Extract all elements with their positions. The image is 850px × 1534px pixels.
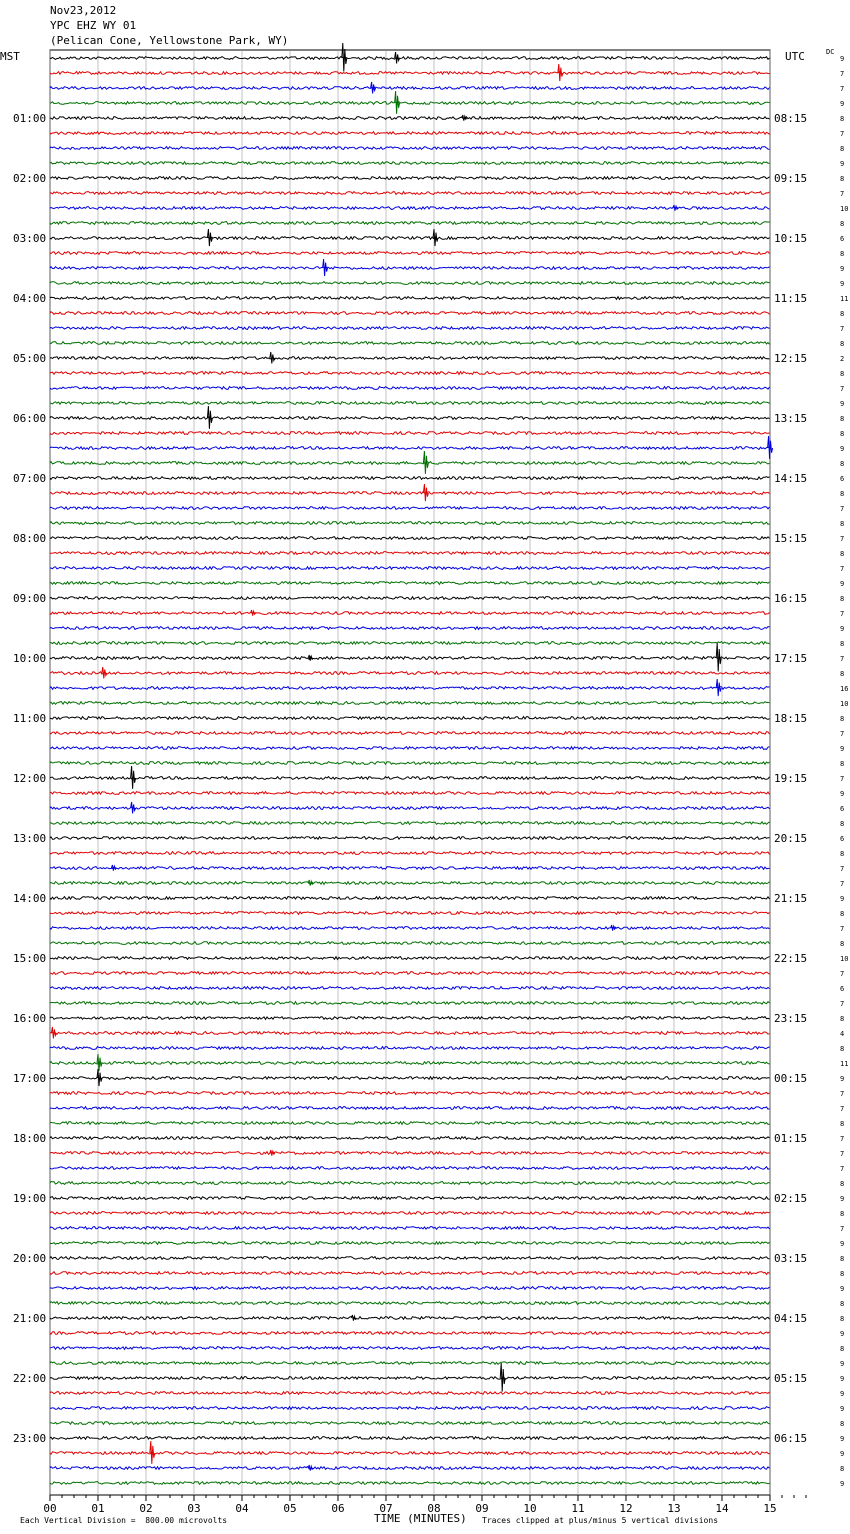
mst-hour-label: 18:00 [13, 1132, 47, 1145]
dc-offset-label: 9 [840, 100, 845, 108]
utc-hour-label: 13:15 [774, 412, 808, 425]
mst-hour-label: 15:00 [13, 952, 47, 965]
seismic-trace [50, 462, 770, 465]
seismic-trace [50, 162, 770, 165]
seismic-trace [50, 252, 770, 255]
seismic-trace [50, 852, 770, 855]
location-label: (Pelican Cone, Yellowstone Park, WY) [50, 34, 289, 47]
seismic-trace [50, 942, 770, 945]
seismic-trace [50, 1002, 770, 1005]
dc-offset-label: 8 [840, 340, 845, 348]
seismic-trace [50, 687, 770, 690]
seismic-trace [50, 267, 770, 270]
seismic-trace [50, 957, 770, 960]
dc-offset-label: 7 [840, 70, 845, 78]
seismic-trace [50, 102, 770, 105]
seismic-trace [50, 192, 770, 195]
x-axis-title: TIME (MINUTES) [374, 1512, 467, 1525]
seismic-trace [50, 1302, 770, 1305]
mst-hour-label: 05:00 [13, 352, 47, 365]
dc-offset-label: 7 [840, 610, 845, 618]
dc-offset-label: 8 [840, 850, 845, 858]
mst-hour-label: 09:00 [13, 592, 47, 605]
seismic-trace [50, 1092, 770, 1095]
x-tick-label: 13 [667, 1502, 681, 1515]
dc-offset-label: 8 [840, 595, 845, 603]
utc-hour-label: 12:15 [774, 352, 808, 365]
seismic-trace [50, 1332, 770, 1335]
seismic-trace [50, 567, 770, 570]
seismic-trace [50, 1317, 770, 1320]
dc-offset-label: 9 [840, 625, 845, 633]
dc-offset-label: 8 [840, 1270, 845, 1278]
seismic-trace [50, 1047, 770, 1050]
utc-hour-label: 18:15 [774, 712, 808, 725]
dc-offset-label: 8 [840, 145, 845, 153]
mst-label: MST [0, 50, 20, 63]
mst-hour-label: 19:00 [13, 1192, 47, 1205]
dc-offset-label: 7 [840, 505, 845, 513]
dc-offset-label: 7 [840, 1105, 845, 1113]
dc-offset-label: 8 [840, 175, 845, 183]
dc-offset-label: 2 [840, 355, 845, 363]
seismic-trace [50, 1197, 770, 1200]
utc-label: UTC [785, 50, 805, 63]
mst-hour-label: 04:00 [13, 292, 47, 305]
dc-offset-label: 9 [840, 1240, 845, 1248]
seismic-trace [50, 717, 770, 720]
seismic-trace [50, 357, 770, 360]
seismic-trace [50, 672, 770, 675]
dc-offset-label: 9 [840, 400, 845, 408]
seismic-trace [50, 657, 770, 660]
dc-offset-label: 9 [840, 1390, 845, 1398]
utc-hour-label: 02:15 [774, 1192, 808, 1205]
dc-offset-label: 8 [840, 1345, 845, 1353]
x-tick-label: 09 [475, 1502, 489, 1515]
mst-hour-label: 08:00 [13, 532, 47, 545]
dc-offset-label: 8 [840, 1180, 845, 1188]
seismic-trace [50, 342, 770, 345]
dc-offset-label: 7 [840, 1090, 845, 1098]
dc-offset-label: 8 [840, 1210, 845, 1218]
seismic-trace [50, 1182, 770, 1185]
dc-offset-label: 9 [840, 1375, 845, 1383]
mst-hour-label: 23:00 [13, 1432, 47, 1445]
seismic-trace [50, 432, 770, 435]
dc-offset-label: 6 [840, 835, 845, 843]
dc-offset-label: 8 [840, 430, 845, 438]
dc-offset-label: 8 [840, 1465, 845, 1473]
utc-hour-label: 11:15 [774, 292, 808, 305]
utc-hour-label: 08:15 [774, 112, 808, 125]
dc-offset-label: 8 [840, 760, 845, 768]
seismic-trace [50, 522, 770, 525]
seismic-trace [50, 882, 770, 885]
dc-offset-label: 9 [840, 895, 845, 903]
utc-hour-label: 01:15 [774, 1132, 808, 1145]
seismic-trace [50, 1017, 770, 1020]
dc-offset-label: 8 [840, 250, 845, 258]
dc-offset-label: 7 [840, 1135, 845, 1143]
seismic-trace [50, 507, 770, 510]
x-tick-label: 14 [715, 1502, 729, 1515]
dc-offset-label: 9 [840, 1360, 845, 1368]
mst-hour-label: 07:00 [13, 472, 47, 485]
dc-offset-label: 9 [840, 280, 845, 288]
dc-offset-label: 8 [840, 640, 845, 648]
x-tick-label: 06 [331, 1502, 345, 1515]
mst-hour-label: 13:00 [13, 832, 47, 845]
dc-offset-label: 8 [840, 1420, 845, 1428]
dc-offset-label: 8 [840, 1045, 845, 1053]
dc-offset-label: 10 [840, 205, 849, 213]
seismic-trace [50, 1032, 770, 1035]
utc-hour-label: 15:15 [774, 532, 808, 545]
date-label: Nov23,2012 [50, 4, 117, 17]
dc-offset-label: 7 [840, 1165, 845, 1173]
dc-offset-label: 6 [840, 805, 845, 813]
dc-offset-label: 7 [840, 1225, 845, 1233]
seismic-event [308, 655, 313, 661]
x-tick-label: 10 [523, 1502, 537, 1515]
dc-offset-label: 9 [840, 1330, 845, 1338]
mst-hour-label: 22:00 [13, 1372, 47, 1385]
dc-offset-label: 8 [840, 460, 845, 468]
seismic-trace [50, 87, 770, 90]
dc-offset-label: 9 [840, 160, 845, 168]
dc-offset-label: 8 [840, 490, 845, 498]
dc-offset-label: 7 [840, 325, 845, 333]
dc-offset-label: 9 [840, 265, 845, 273]
seismic-trace [50, 1392, 770, 1395]
seismic-trace [50, 792, 770, 795]
seismic-trace [50, 597, 770, 600]
mst-hour-label: 20:00 [13, 1252, 47, 1265]
dc-offset-label: 9 [840, 1480, 845, 1488]
dc-offset-label: 8 [840, 520, 845, 528]
dc-offset-label: 8 [840, 940, 845, 948]
seismic-trace [50, 1362, 770, 1365]
utc-hour-label: 16:15 [774, 592, 808, 605]
dc-offset-label: 8 [840, 1315, 845, 1323]
utc-hour-label: 21:15 [774, 892, 808, 905]
x-tick-label: 07 [379, 1502, 393, 1515]
dc-offset-label: 10 [840, 700, 849, 708]
seismic-trace [50, 1377, 770, 1380]
dc-offset-label: 7 [840, 655, 845, 663]
dc-offset-label: 8 [840, 370, 845, 378]
dc-offset-label: 11 [840, 1060, 849, 1068]
seismic-trace [50, 132, 770, 135]
seismic-trace [50, 702, 770, 705]
dc-offset-label: 10 [840, 955, 849, 963]
x-tick-label: 01 [91, 1502, 105, 1515]
mst-hour-label: 21:00 [13, 1312, 47, 1325]
dc-label: DC [826, 48, 835, 56]
dc-offset-label: 9 [840, 790, 845, 798]
seismic-trace [50, 1227, 770, 1230]
utc-hour-label: 04:15 [774, 1312, 808, 1325]
dc-offset-label: 9 [840, 1450, 845, 1458]
dc-offset-label: 7 [840, 880, 845, 888]
dc-offset-label: 8 [840, 910, 845, 918]
utc-hour-label: 19:15 [774, 772, 808, 785]
seismic-trace [50, 1242, 770, 1245]
dc-offset-label: 9 [840, 745, 845, 753]
dc-offset-label: 8 [840, 1255, 845, 1263]
seismic-trace [50, 612, 770, 615]
seismic-trace [50, 837, 770, 840]
dc-offset-label: 8 [840, 550, 845, 558]
utc-hour-label: 14:15 [774, 472, 808, 485]
dc-offset-label: 7 [840, 535, 845, 543]
utc-hour-label: 00:15 [774, 1072, 808, 1085]
dc-offset-label: 6 [840, 475, 845, 483]
clip-note: Traces clipped at plus/minus 5 vertical divisions [482, 1516, 719, 1525]
seismic-trace [50, 387, 770, 390]
seismic-trace [50, 402, 770, 405]
seismic-trace [50, 207, 770, 210]
seismic-trace [50, 972, 770, 975]
seismic-trace [50, 777, 770, 780]
seismic-trace [50, 747, 770, 750]
dc-offset-label: 8 [840, 670, 845, 678]
seismic-trace [50, 1347, 770, 1350]
dc-offset-label: 8 [840, 220, 845, 228]
seismic-trace [50, 72, 770, 75]
dc-offset-label: 8 [840, 715, 845, 723]
dc-offset-label: 6 [840, 235, 845, 243]
utc-hour-label: 05:15 [774, 1372, 808, 1385]
dc-offset-label: 7 [840, 85, 845, 93]
mst-hour-label: 02:00 [13, 172, 47, 185]
dc-offset-label: 8 [840, 415, 845, 423]
utc-hour-label: 22:15 [774, 952, 808, 965]
dc-offset-label: 8 [840, 310, 845, 318]
seismic-trace [50, 222, 770, 225]
seismic-trace [50, 297, 770, 300]
utc-hour-label: 10:15 [774, 232, 808, 245]
dc-offset-label: 9 [840, 1435, 845, 1443]
dc-offset-label: 16 [840, 685, 849, 693]
dc-offset-label: 7 [840, 925, 845, 933]
seismic-trace [50, 1167, 770, 1170]
seismic-trace [50, 1137, 770, 1140]
seismic-event [270, 352, 275, 363]
seismic-trace [50, 492, 770, 495]
seismic-trace [50, 732, 770, 735]
dc-offset-label: 7 [840, 1150, 845, 1158]
dc-offset-label: 7 [840, 730, 845, 738]
seismic-trace [50, 1122, 770, 1125]
seismic-trace [50, 117, 770, 120]
mst-hour-label: 16:00 [13, 1012, 47, 1025]
seismic-trace [50, 282, 770, 285]
dc-offset-label: 7 [840, 130, 845, 138]
utc-hour-label: 23:15 [774, 1012, 808, 1025]
dc-offset-label: 8 [840, 1015, 845, 1023]
seismic-trace [50, 417, 770, 420]
seismic-trace [50, 57, 770, 60]
dc-offset-label: 9 [840, 55, 845, 63]
dc-offset-label: 9 [840, 1195, 845, 1203]
dc-offset-label: 9 [840, 580, 845, 588]
seismic-trace [50, 1437, 770, 1440]
mst-hour-label: 03:00 [13, 232, 47, 245]
seismic-trace [50, 537, 770, 540]
mst-hour-label: 01:00 [13, 112, 47, 125]
seismic-trace [50, 642, 770, 645]
dc-offset-label: 8 [840, 820, 845, 828]
x-tick-label: 05 [283, 1502, 297, 1515]
seismic-event [351, 1315, 356, 1321]
dc-offset-label: 7 [840, 1000, 845, 1008]
dc-offset-label: 9 [840, 1405, 845, 1413]
utc-hour-label: 20:15 [774, 832, 808, 845]
dc-offset-label: 8 [840, 1300, 845, 1308]
seismic-trace [50, 147, 770, 150]
dc-offset-label: 7 [840, 775, 845, 783]
seismic-trace [50, 822, 770, 825]
seismic-trace [50, 447, 770, 450]
utc-hour-label: 06:15 [774, 1432, 808, 1445]
dc-offset-label: 8 [840, 1120, 845, 1128]
dc-offset-label: 7 [840, 385, 845, 393]
mst-hour-label: 14:00 [13, 892, 47, 905]
scale-note: Each Vertical Division = 800.00 microvolts [20, 1516, 228, 1525]
seismic-trace [50, 237, 770, 240]
utc-hour-label: 03:15 [774, 1252, 808, 1265]
seismic-trace [50, 912, 770, 915]
x-tick-label: 08 [427, 1502, 441, 1515]
seismic-trace [50, 177, 770, 180]
seismic-trace [50, 897, 770, 900]
dc-offset-label: 9 [840, 1075, 845, 1083]
dc-offset-label: 11 [840, 295, 849, 303]
seismic-trace [50, 1482, 770, 1485]
x-tick-label: 12 [619, 1502, 633, 1515]
seismic-trace [50, 627, 770, 630]
seismic-trace [50, 867, 770, 870]
seismic-event [131, 766, 136, 789]
seismic-trace [50, 1152, 770, 1155]
utc-hour-label: 09:15 [774, 172, 808, 185]
seismic-trace [50, 582, 770, 585]
mst-hour-label: 17:00 [13, 1072, 47, 1085]
seismic-trace [50, 552, 770, 555]
x-tick-label: 04 [235, 1502, 249, 1515]
seismic-trace [50, 1287, 770, 1290]
seismic-trace [50, 1452, 770, 1455]
seismic-trace [50, 1272, 770, 1275]
mst-hour-label: 12:00 [13, 772, 47, 785]
seismic-trace [50, 987, 770, 990]
seismic-trace [50, 372, 770, 375]
seismic-trace [50, 477, 770, 480]
seismic-trace [50, 1062, 770, 1065]
x-tick-label: 03 [187, 1502, 201, 1515]
dc-offset-label: 6 [840, 985, 845, 993]
x-tick-label: 11 [571, 1502, 585, 1515]
seismic-trace [50, 927, 770, 930]
seismic-trace [50, 327, 770, 330]
seismic-trace [50, 1212, 770, 1215]
utc-hour-label: 17:15 [774, 652, 808, 665]
dc-offset-label: 9 [840, 1285, 845, 1293]
dc-offset-label: 9 [840, 445, 845, 453]
seismic-trace [50, 1422, 770, 1425]
mst-hour-label: 10:00 [13, 652, 47, 665]
seismic-trace [50, 312, 770, 315]
dc-offset-label: 7 [840, 970, 845, 978]
seismic-trace [50, 1407, 770, 1410]
dc-offset-label: 8 [840, 115, 845, 123]
seismic-trace [50, 807, 770, 810]
seismic-trace [50, 1467, 770, 1470]
dc-offset-label: 4 [840, 1030, 845, 1038]
x-tick-label: 00 [43, 1502, 57, 1515]
dc-offset-label: 7 [840, 190, 845, 198]
station-label: YPC EHZ WY 01 [50, 19, 137, 32]
x-tick-label: 15 [763, 1502, 777, 1515]
seismic-trace [50, 1257, 770, 1260]
x-tick-label: 02 [139, 1502, 153, 1515]
seismic-trace [50, 1077, 770, 1080]
seismic-trace [50, 1107, 770, 1110]
dc-offset-label: 7 [840, 565, 845, 573]
mst-hour-label: 06:00 [13, 412, 47, 425]
dc-offset-label: 7 [840, 865, 845, 873]
seismic-trace [50, 762, 770, 765]
mst-hour-label: 11:00 [13, 712, 47, 725]
